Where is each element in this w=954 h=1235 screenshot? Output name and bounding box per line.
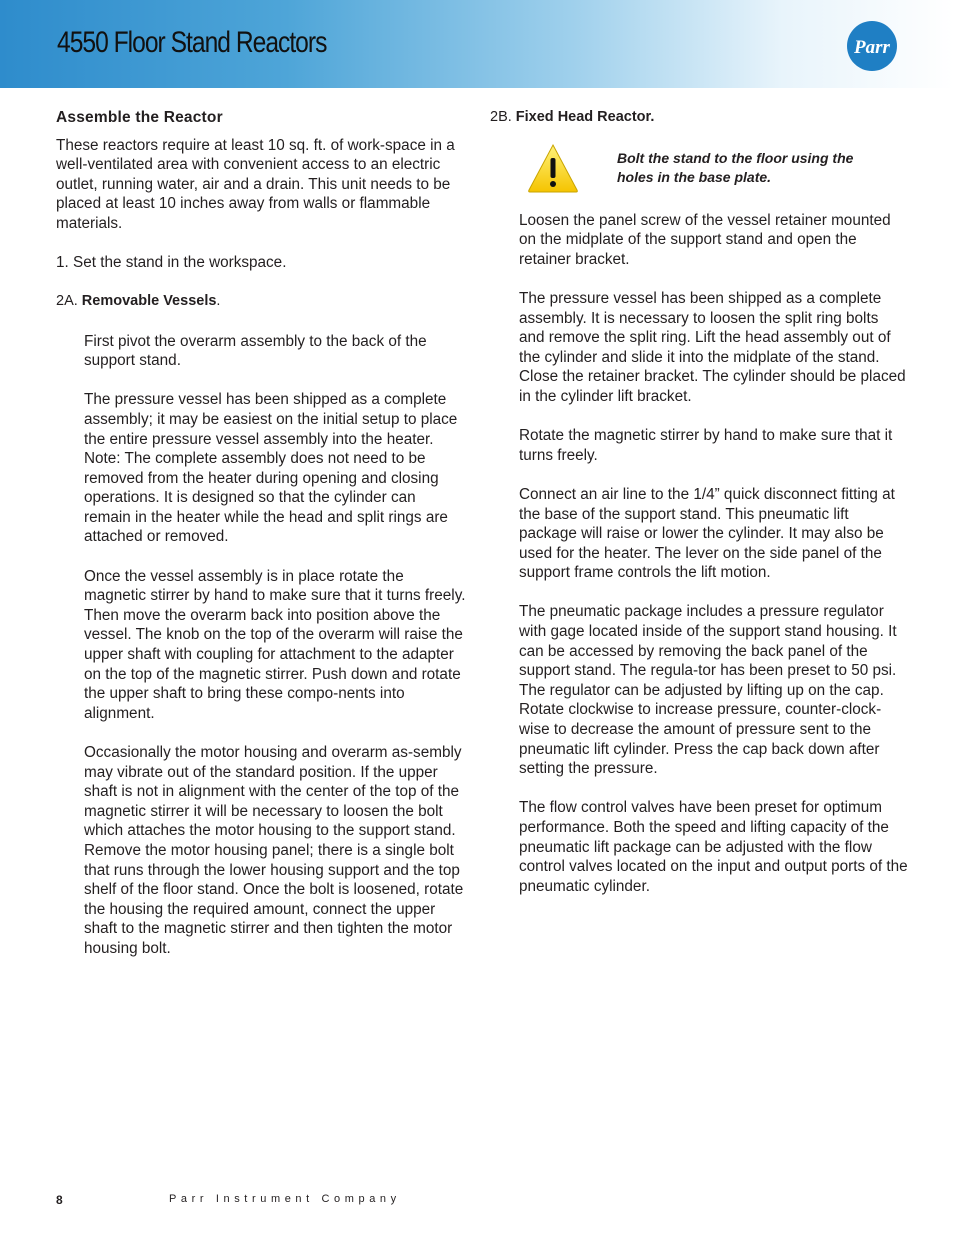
warning-icon (526, 141, 580, 195)
step-2b-paragraph-3: Rotate the magnetic stirrer by hand to make sure that it turns freely. (519, 427, 893, 464)
step-2b-paragraph-1: Loosen the panel screw of the vessel retainer mounted on the midplate of the support stand and open the retainer bracket. (519, 211, 891, 268)
page-number: 8 (56, 1193, 63, 1207)
step-2b-paragraph-6: The flow control valves have been preset for optimum performance. Both the speed and lifting capacity of the pneumatic lift package can be adjusted with the flow control valves located on the input and output ports of the pneumatic cylinder. (519, 799, 908, 895)
warning-callout (490, 141, 908, 211)
step-2b-paragraph-4: Connect an air line to the 1/4” quick disconnect fitting at the base of the support stand. This pneumatic lift package will raise or lower the cylinder. It may also be used for the heater. The lever on the side panel of the support frame controls the lift motion. (519, 485, 895, 582)
step-2a-heading: 2A. Removable Vessels. (56, 293, 221, 310)
step-2a-title: Removable Vessels (81, 293, 217, 310)
intro-paragraph: These reactors require at least 10 sq. ft. of work-space in a well-ventilated area with convenient access to an electric outlet, running water, air and a drain. This unit needs to be placed at least 10 inches away from walls or flammable materials. (56, 136, 455, 232)
right-column (490, 108, 908, 896)
section-title: Assemble the Reactor (56, 109, 223, 126)
step-2b-paragraph-2: The pressure vessel has been shipped as a complete assembly. It is necessary to loosen the split ring bolts and remove the split ring. Lift the head assembly out of the cylinder and slide it into the midplate of the stand. Close the retainer bracket. The cylinder should be placed in the cylinder lift bracket. (519, 289, 906, 405)
parr-logo-icon (846, 20, 898, 72)
warning-text: Bolt the stand to the floor using the holes in the base plate. (617, 149, 854, 186)
page-header (0, 0, 954, 88)
step-2a-paragraph-4: Occasionally the motor housing and overarm as-sembly may vibrate out of the standard position. If the upper shaft is not in alignment with the center of the top of the magnetic stirrer it will be necessary to loosen the bolt which attaches the motor housing to the support stand. Remove the motor housing panel; there is a single bolt that runs through the lower housing support and the top shelf of the floor stand. Once the bolt is loosened, rotate the housing the required amount, connect the upper shaft to the magnetic stirrer and then tighten the motor housing bolt. (84, 744, 464, 957)
step-2a-paragraph-1: First pivot the overarm assembly to the back of the support stand. (84, 332, 427, 370)
step-2a-paragraph-3: Once the vessel assembly is in place rotate the magnetic stirrer by hand to make sure that it turns freely. Then move the overarm back into position above the vessel. The knob on the top of the overarm will raise the upper shaft with coupling for attachment to the adapter on the top of the magnetic stirrer. Push down and rotate the upper shaft to bring these compo-nents into alignment. (84, 567, 466, 722)
step-2a-paragraph-2: The pressure vessel has been shipped as a complete assembly; it may be easiest on the initial setup to place the entire pressure vessel assembly into the heater. Note: The complete assembly does not need to be removed from the heater during opening and closing operations. It is designed so that the cylinder can remain in the heater while the head and split rings are attached or removed. (84, 391, 458, 546)
step-2b-paragraph-5: The pneumatic package includes a pressure regulator with gage located inside of the support stand housing. It can be accessed by removing the back panel of the support stand. The regula-tor has been preset to 50 psi. The regulator can be adjusted by lifting up on the cap. Rotate clockwise to increase pressure, counter-clock-wise to decrease the amount of pressure sent to the pneumatic lift cylinder. Press the cap back down after setting the pressure. (519, 603, 897, 778)
step-2b-title: Fixed Head Reactor. (515, 109, 655, 125)
step-2b-heading: 2B. Fixed Head Reactor. (490, 109, 655, 125)
left-column (56, 108, 466, 959)
logo-text: Parr (854, 37, 890, 58)
step-1: 1. Set the stand in the workspace. (56, 254, 287, 272)
page-title: 4550 Floor Stand Reactors (57, 26, 327, 59)
footer-company: Parr Instrument Company (169, 1193, 401, 1205)
